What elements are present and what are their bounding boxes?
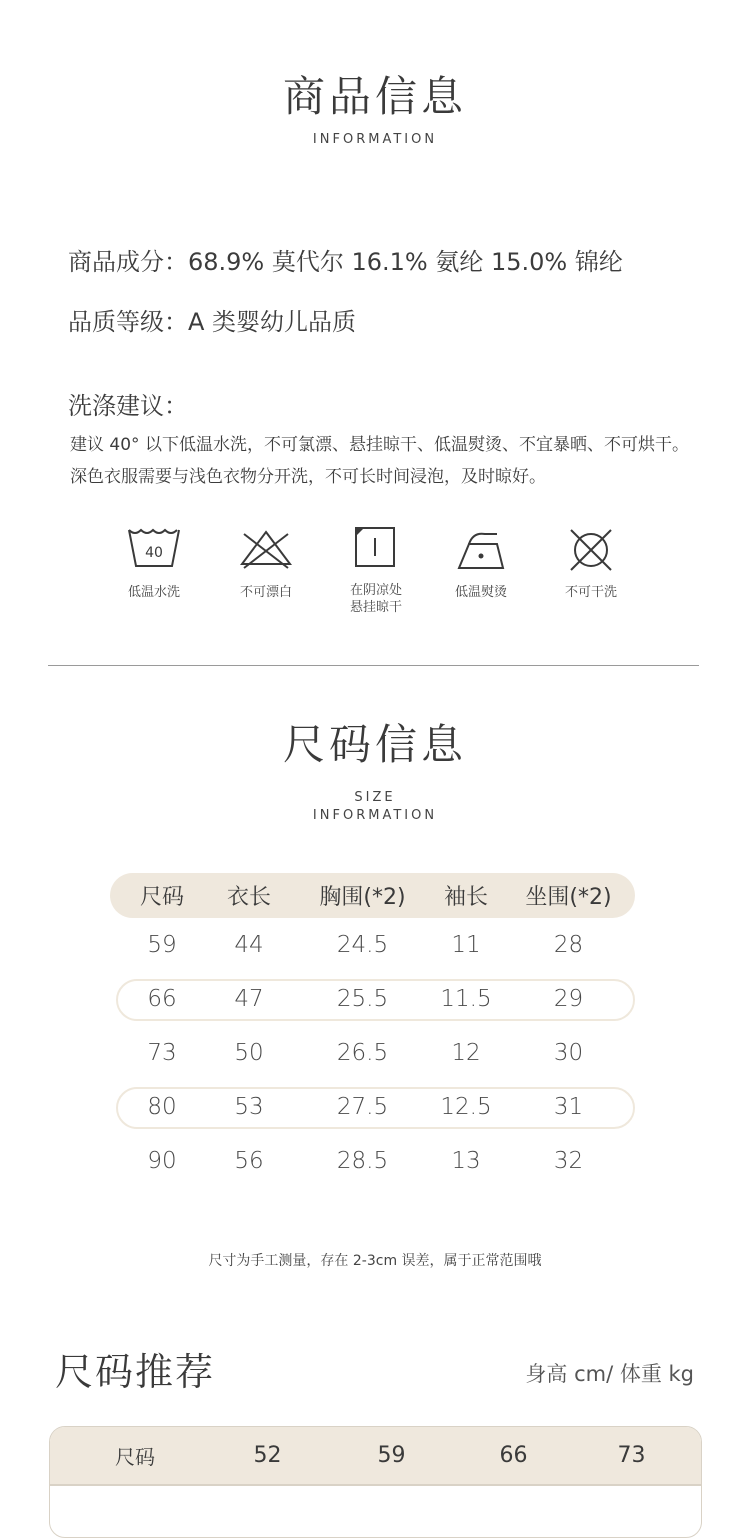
header-cell: 胸围(*2) (319, 885, 406, 910)
recommend-table-divider (50, 1484, 701, 1486)
table-cell: 27.5 (336, 1094, 389, 1120)
header-cell: 66 (499, 1443, 528, 1468)
table-cell: 31 (553, 1094, 584, 1120)
table-cell: 11 (451, 932, 481, 958)
table-cell: 24.5 (336, 932, 389, 958)
table-cell: 26.5 (336, 1040, 389, 1066)
product-info-subtitle: INFORMATION (312, 132, 438, 147)
care-label: 低温熨烫 (454, 585, 507, 600)
table-row (110, 1026, 635, 1080)
wash-temperature: 40 (145, 545, 163, 561)
table-cell: 47 (234, 986, 264, 1012)
size-recommend-unit: 身高 cm/ 体重 kg (525, 1362, 694, 1386)
table-cell: 80 (147, 1094, 177, 1120)
size-info-subtitle-2: INFORMATION (312, 808, 438, 823)
header-cell: 尺码 (139, 885, 184, 910)
care-label: 不可漂白 (239, 585, 292, 600)
size-info-subtitle-1: SIZE (354, 790, 396, 805)
wash-advice-line-1: 建议 40° 以下低温水洗，不可氯漂、悬挂晾干、低温熨烫、不宜暴晒、不可烘干。 (70, 435, 689, 455)
header-cell: 衣长 (226, 885, 271, 910)
wash-40-icon (126, 524, 182, 572)
low-iron-icon (453, 524, 509, 572)
table-row (110, 1080, 635, 1134)
table-cell: 56 (234, 1148, 264, 1174)
table-cell: 66 (147, 986, 177, 1012)
table-cell: 44 (234, 932, 264, 958)
table-cell: 28.5 (336, 1148, 389, 1174)
no-bleach-icon (238, 524, 294, 572)
table-cell: 32 (553, 1148, 584, 1174)
table-cell: 28 (553, 932, 584, 958)
table-cell: 25.5 (336, 986, 389, 1012)
size-recommend-title: 尺码推荐 (55, 1350, 216, 1394)
header-cell: 59 (377, 1443, 406, 1468)
care-item-low-iron (426, 524, 536, 601)
table-cell: 53 (234, 1094, 264, 1120)
table-row (110, 972, 635, 1026)
table-row (110, 918, 635, 972)
table-cell: 90 (147, 1148, 177, 1174)
table-cell: 73 (147, 1040, 177, 1066)
header-cell: 52 (253, 1443, 282, 1468)
care-item-no-dry-clean (536, 524, 646, 601)
header-cell: 73 (617, 1443, 646, 1468)
header-cell: 坐围(*2) (525, 885, 612, 910)
header-cell: 尺码 (115, 1445, 155, 1469)
wash-advice-heading: 洗涤建议： (68, 392, 188, 420)
care-label: 低温水洗 (127, 585, 180, 600)
table-cell: 12.5 (440, 1094, 492, 1120)
header-cell: 袖长 (443, 885, 488, 910)
size-table-header (110, 873, 635, 918)
recommend-table-header (50, 1427, 701, 1484)
table-cell: 29 (553, 986, 584, 1012)
care-label-line-2: 悬挂晾干 (349, 600, 402, 615)
line-dry-shade-icon (348, 524, 404, 572)
composition-text: 商品成分：68.9% 莫代尔 16.1% 氨纶 15.0% 锦纶 (68, 248, 623, 276)
table-row (110, 1134, 635, 1188)
care-item-line-dry (321, 524, 431, 616)
table-cell: 13 (451, 1148, 481, 1174)
table-cell: 59 (147, 932, 177, 958)
wash-advice-line-2: 深色衣服需要与浅色衣物分开洗，不可长时间浸泡，及时晾好。 (70, 467, 546, 487)
table-cell: 30 (553, 1040, 584, 1066)
table-cell: 11.5 (440, 986, 492, 1012)
product-info-title: 商品信息 (282, 72, 467, 121)
size-table (110, 873, 635, 1188)
section-divider (48, 665, 699, 666)
size-info-title: 尺码信息 (282, 720, 467, 769)
care-label-line-1: 在阴凉处 (349, 583, 402, 598)
care-label: 不可干洗 (564, 585, 617, 600)
measurement-note: 尺寸为手工测量，存在 2-3cm 误差，属于正常范围哦 (208, 1253, 542, 1269)
care-item-wash (99, 524, 209, 601)
table-cell: 12 (451, 1040, 481, 1066)
table-cell: 50 (234, 1040, 264, 1066)
no-dry-clean-icon (563, 524, 619, 572)
quality-grade-text: 品质等级：A 类婴幼儿品质 (68, 308, 357, 336)
size-recommend-table (49, 1426, 702, 1538)
care-item-no-bleach (211, 524, 321, 601)
